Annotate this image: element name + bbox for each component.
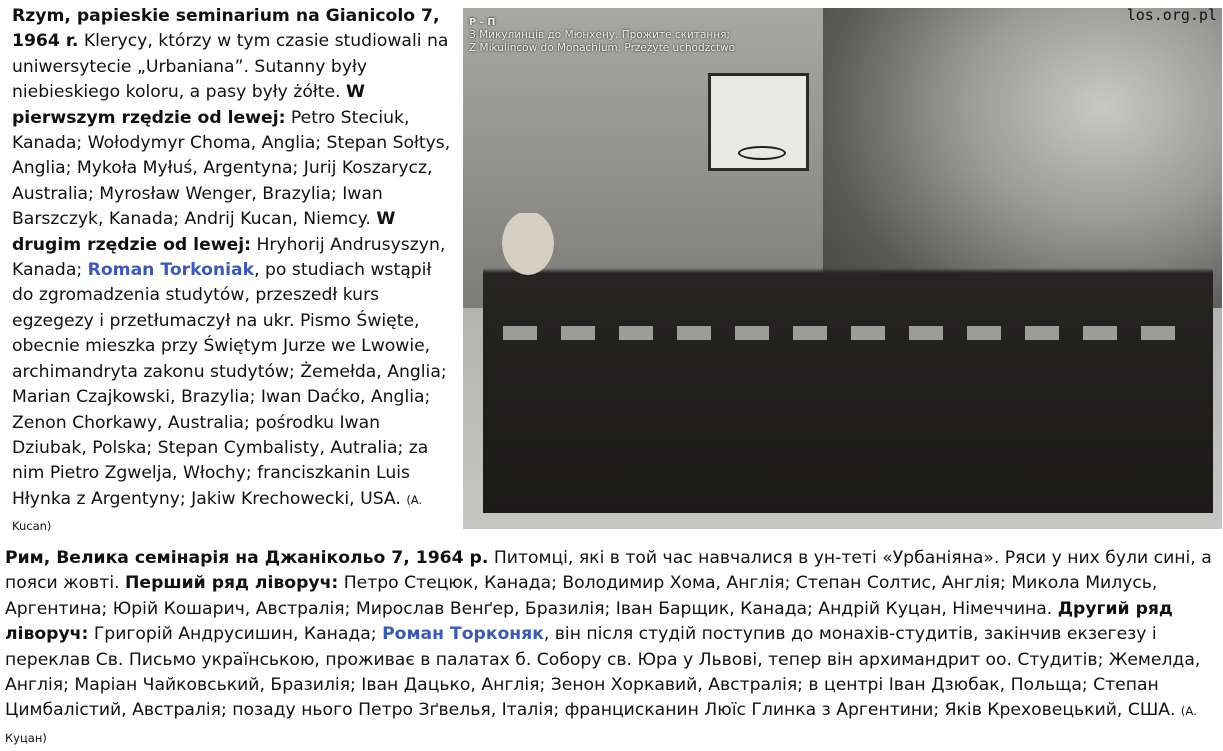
polish-intro: Klerycy, którzy w tym czasie studiowali na uniwersytecie „Urbaniana”. Sutanny były niebieskiego koloru, a pasy były żółte. xyxy=(12,31,449,103)
ukrainian-row1-text: Петро Стецюк, Канада; Володимир Хома, Англія; Степан Солтис, Англія; Микола Милусь, Аргентина; Юрій Кошарич, Австралія; Мирослав Венґер, Бразилія; Іван Барщик, Канада; Андрій Куцан, Німеччина. xyxy=(5,573,1158,619)
polish-row1-label: W pierwszym rzędzie od lewej: xyxy=(12,82,365,128)
photo-overlay-text xyxy=(469,16,735,55)
group-photo xyxy=(463,8,1222,529)
ukrainian-title: Рим, Велика семінарія на Джанікольо 7, 1964 р. xyxy=(5,548,489,568)
site-watermark[interactable]: los.org.pl xyxy=(1126,6,1217,24)
photo-tag: Р – П xyxy=(469,17,496,28)
ukrainian-rest-text: , він після студій поступив до монахів-студитів, закінчив екзегезу і переклав Св. Письмо українською, проживає в палатах б. Собору св. Юра у Львові, тепер він архимандрит оо. Студитів; Жемелда, Англія; Маріан Чайковський, Бразилія; Іван Дацько, Англія; Зенон Хоркавий, Австралія; в центрі Іван Дзюбак, Польща; Степан Цимбалістий, Австралія; позаду нього Петро Зґвелья, Італія; францисканин Люїс Глинка з Аргентини; Яків Креховецький, США. xyxy=(5,624,1201,721)
polish-rest-text: , po studiach wstąpił do zgromadzenia studytów, przeszedł kurs egzegezy i przetłumaczył na ukr. Pismo Święte, obecnie mieszka przy Świętym Jurze we Lwowie, archimandryta zakonu studytów; Żemełda, Anglia; Marian Czajkowski, Brazylia; Iwan Daćko, Anglia; Zenon Chorkawy, Australia; pośrodku Iwan Dziubak, Polska; Stepan Cymbalisty, Autralia; za nim Pietro Zgwelja, Włochy; franciszkanin Luis Hłynka z Argentyny; Jakiw Krechowecki, USA. xyxy=(12,260,447,509)
ukrainian-caption xyxy=(5,546,1220,751)
ukrainian-credit: (А. Куцан) xyxy=(5,704,1197,745)
polish-caption xyxy=(12,4,457,540)
ukrainian-row2-text: Григорій Андрусишин, Канада; xyxy=(88,624,383,645)
ukrainian-intro: Питомці, які в той час навчалися в ун-теті «Урбаніяна». Ряси у них були сині, а пояси жовті. xyxy=(5,548,1212,594)
seminarians-group xyxy=(483,213,1213,513)
photo-line-polish: Z Mikulinców do Monachium. Przeżyte uchodźctwo xyxy=(469,42,736,54)
seminarians-sashes xyxy=(503,326,1193,340)
basketball-hoop xyxy=(738,146,786,160)
polish-row2-text: Hryhorij Andrusyszyn, Kanada; xyxy=(12,234,446,281)
ukrainian-row2-label: Другий ряд ліворуч: xyxy=(5,598,1173,645)
ukrainian-row1-label: Перший ряд ліворуч: xyxy=(125,573,339,594)
polish-title: Rzym, papieskie seminarium na Gianicolo 7, 1964 r. xyxy=(12,6,440,52)
polish-row1-text: Petro Steciuk, Kanada; Wołodymyr Choma, Anglia; Stepan Sołtys, Anglia; Mykoła Myłuś, Argentyna; Jurij Koszarycz, Australia; Myrosław Wenger, Brazylia; Iwan Barszczyk, Kanada; Andrij Kucan, Niemcy. xyxy=(12,107,451,230)
polish-torkoniak-link[interactable]: Roman Torkoniak xyxy=(87,260,255,281)
polish-row2-label: W drugim rzędzie od lewej: xyxy=(12,209,396,255)
photo-line-ukrainian: З Микулинців до Мюнхену. Прожите скитання; xyxy=(469,29,730,41)
ukrainian-torkoniak-link[interactable]: Роман Торконяк xyxy=(382,624,544,645)
polish-credit: (A. Kucan) xyxy=(12,492,423,534)
